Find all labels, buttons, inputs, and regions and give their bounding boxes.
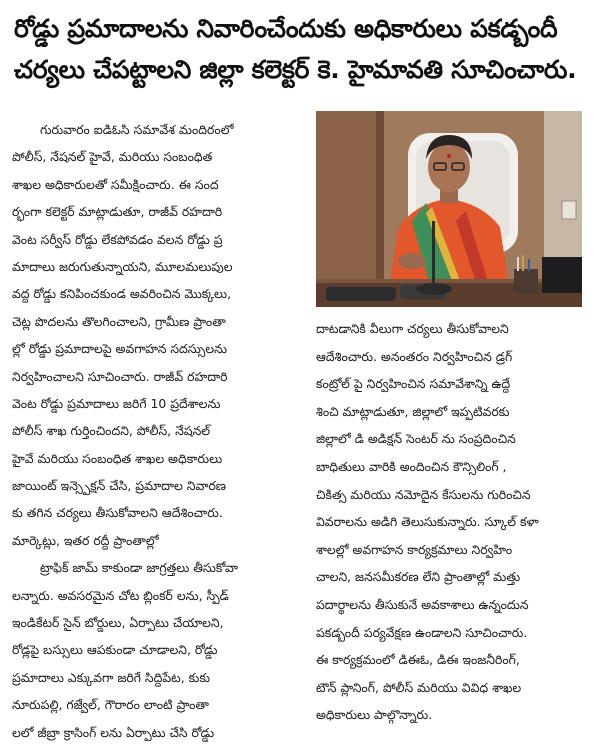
body-line: కంట్రోల్ పై నిర్వహించిన సమావేశాన్ని ఉద్దే (316, 376, 511, 392)
body-line: మాదాలు జరుగుతున్నాయని, మూలమలుపుల (12, 258, 233, 274)
body-line: ఇండికేటర్ సైన్ బోర్డులు, ఏర్పాటు చేయాలని, (12, 615, 224, 631)
headline-line-2: చర్యలు చేపట్టాలని జిల్లా కలెక్టర్ కె. హైమావతి సూచించారు. (14, 55, 577, 84)
body-line: పోలీస్, నేషనల్ హైవే, మరియు సంబంధిత (12, 149, 213, 165)
body-line: రోడ్లపై బస్సులు ఆపకుండా చూడాలని, రోడ్డు (12, 642, 218, 658)
body-line: ట్రాఫిక్ జామ్ కాకుండా జాగ్రత్తలు తీసుకోవా (40, 560, 238, 576)
body-line: నూరుపల్లి, గజ్వేల్, గౌరారం లాంటి ప్రాంతా (12, 697, 209, 713)
body-line: ల్లో రోడ్డు ప్రమాదాలపై అవగాహన సదస్సులను (12, 341, 228, 357)
body-line: చెట్ల పొదలను తొలగించాలని, గ్రామీణ ప్రాంతా (12, 313, 226, 329)
headline-line-1: రోడ్డు ప్రమాదాలను నివారించేందుకు అధికారులు పకడ్బందీ (14, 14, 558, 43)
body-line: ప్రమాదాలు ఎక్కువగా జరిగే సిద్దిపేట, కుకు (12, 669, 211, 685)
body-line: పదార్థాలను తీసుకునే అవకాశాలు ఉన్నందున (316, 596, 529, 612)
body-line: అధికారులు పాల్గొన్నారు. (316, 707, 433, 723)
body-line: దాటడానికి వీలుగా చర్యలు తీసుకోవాలని (316, 321, 509, 336)
body-line: శించి మాట్లాడుతూ, జిల్లాలో ఇప్పటివరకు (316, 403, 510, 419)
body-line: శాలల్లో అవగాహన కార్యక్రమాలు నిర్వహిం (316, 541, 513, 557)
body-line: కు తగిన చర్యలు తీసుకోవాలని ఆదేశించారు. (12, 505, 223, 521)
body-line: చాలని, జనసమీకరణ లేని ప్రాంతాల్లో మత్తు (316, 569, 521, 585)
body-line: మార్కెట్లు, ఇతర రద్దీ ప్రాంతాల్లో (12, 532, 159, 548)
body-line: ఈ కార్యక్రమంలో డిఈఓ, డిఈ ఇంజనీరింగ్, (316, 652, 520, 668)
body-line: లన్నారు. అవసరమైన చోట బ్లింకర్ లను, స్పీడ్ (12, 587, 229, 603)
body-line: లలో జీబ్రా క్రాసింగ్ లను ఏర్పాటు చేసి రోడ్డు (12, 724, 215, 740)
body-line: వివరాలను అడిగి తెలుసుకున్నారు. స్కూల్ కళా (316, 514, 539, 530)
body-line: ర్భంగా కలెక్టర్ మాట్లాడుతూ, రాజీవ్ రహదారి (12, 204, 223, 220)
body-line: పకడ్బందీ పర్యవేక్షణ ఉండాలని సూచించారు. (316, 624, 528, 640)
body-line: జాయింట్ ఇన్స్పెక్షన్ చేసి, ప్రమాదాల నివారణ (12, 478, 227, 494)
body-line: బాధితులు వారికి అందించిన కౌన్సిలింగ్ , (316, 458, 507, 474)
body-line: టౌన్ ప్లానింగ్, పోలీస్ మరియు వివిధ శాఖల (316, 679, 522, 695)
body-line: పోలీస్ శాఖ గుర్తించిందని, పోలీస్, నేషనల్ (12, 423, 211, 439)
body-line: జిల్లాలో డి అడిక్షన్ సెంటర్ ను సంప్రదించిన (316, 431, 516, 447)
body-line: చికిత్స మరియు నమోదైన కేసులను గురించిన (316, 486, 531, 502)
collector-meeting-photo (316, 111, 582, 307)
body-line: వద్ద రోడ్డు కనిపించకుండ అవరించిన మొక్కలు, (12, 286, 232, 302)
body-line: వెంట రోడ్డు ప్రమాదాలు జరిగే 10 ప్రదేశాలను (12, 395, 221, 411)
body-line: హైవే మరియు సంబంధిత శాఖల అధికారులు (12, 450, 223, 466)
body-line: గురువారం ఐడిఓసి సమావేశ మందిరంలో (40, 122, 234, 137)
body-line: శాఖల అధికారులతో సమీక్షించారు. ఈ సంద (12, 176, 219, 192)
article-headline (14, 8, 594, 90)
article-left-column (12, 116, 306, 746)
body-line: ఆదేశించారు. అనంతరం నిర్వహించిన డ్రగ్ (316, 348, 513, 364)
body-line: నిర్వహించాలని సూచించారు. రాజీవ్ రహదారి (12, 368, 228, 384)
body-line: వెంట సర్వీస్ రోడ్డు లేకపోవడం వలన రోడ్డు ప్ర (12, 231, 223, 247)
article-right-column (316, 315, 598, 729)
